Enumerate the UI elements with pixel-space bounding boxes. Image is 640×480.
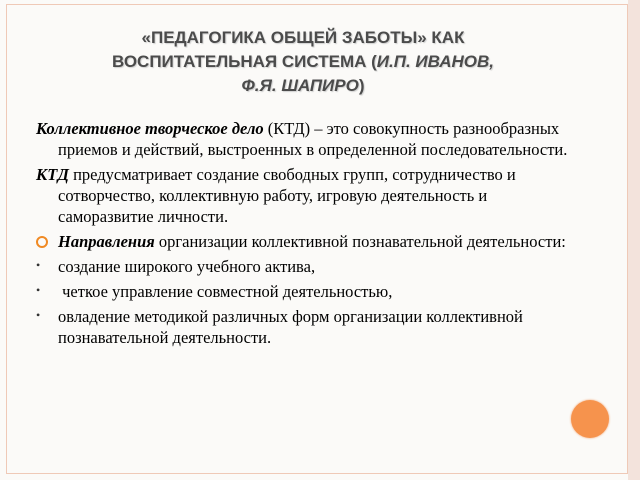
paragraph-lead: КТД [36, 165, 69, 184]
paragraph-ktd-provides [36, 164, 576, 227]
orange-circle-decoration [571, 400, 609, 438]
bullet-dot-icon: • [36, 258, 41, 272]
list-item [36, 256, 576, 277]
directions-text: организации коллективной познавательной деятельности: [154, 232, 566, 251]
paragraph-lead: Коллективное творческое дело [36, 119, 264, 138]
right-edge-strip [628, 0, 640, 480]
title-line-1: «ПЕДАГОГИКА ОБЩЕЙ ЗАБОТЫ» КАК [141, 28, 465, 47]
list-item-text: четкое управление совместной деятельностью, [58, 282, 393, 301]
title-line-3 [30, 74, 576, 98]
bullet-dot-icon: • [36, 283, 41, 297]
list-item [36, 306, 576, 348]
directions-lead: Направления [58, 232, 155, 251]
slide-title [30, 26, 576, 98]
title-author-2: Ф.Я. ШАПИРО [241, 76, 359, 95]
paragraph-ktd-definition [36, 118, 576, 160]
paragraph-text: предусматривает создание свободных групп, сотрудничество и сотворчество, коллективную работу, игровую деятельность и саморазвитие личности. [58, 165, 516, 226]
list-item-text: овладение методикой различных форм организации коллективной познавательной деятельности. [58, 307, 523, 347]
slide-content [36, 118, 576, 352]
paragraph-text: (КТД) – это совокупность разнообразных приемов и действий, выстроенных в определенной последовательности. [58, 119, 568, 159]
orange-ring-icon [36, 231, 52, 253]
title-line-2 [30, 50, 576, 74]
title-line-2-prefix: ВОСПИТАТЕЛЬНАЯ СИСТЕМА ( [111, 52, 377, 71]
title-author-1: И.П. ИВАНОВ, [376, 52, 495, 71]
list-item [36, 281, 576, 302]
bullet-dot-icon: • [36, 308, 41, 322]
list-item-text: создание широкого учебного актива, [58, 257, 316, 276]
directions-item [36, 231, 576, 252]
title-line-3-suffix: ) [358, 76, 365, 95]
